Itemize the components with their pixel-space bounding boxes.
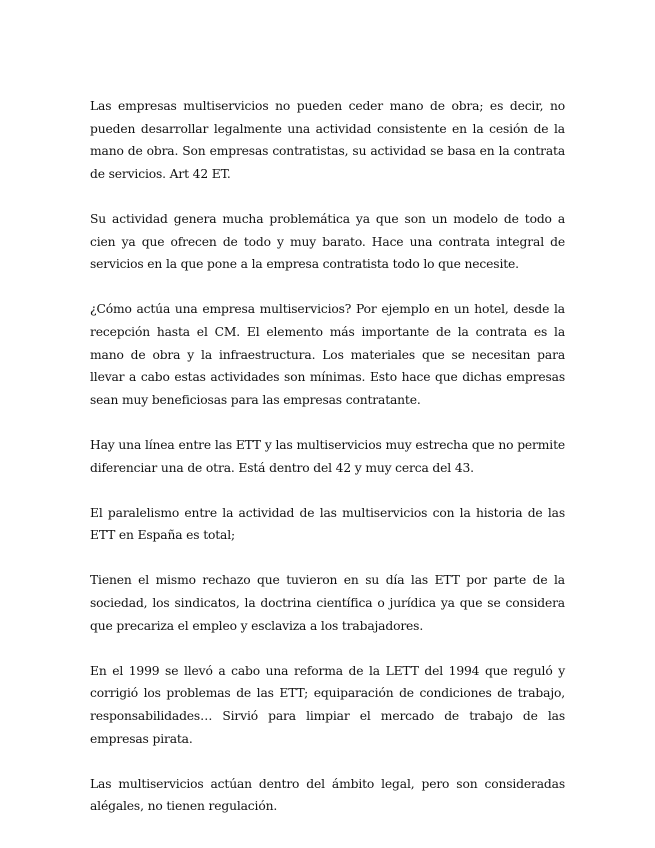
paragraph-problematica: Su actividad genera mucha problemática ya que son un modelo de todo a cien ya que ofrecen de todo y muy barato. Hace una contrata integral de servicios en la que pone a la empresa contratista todo lo que necesite. (90, 211, 565, 272)
document-body (90, 95, 565, 818)
paragraph-ambito-legal: Las multiservicios actúan dentro del ámbito legal, pero son consideradas alégales, no tienen regulación. (90, 776, 565, 814)
paragraph-rechazo: Tienen el mismo rechazo que tuvieron en su día las ETT por parte de la sociedad, los sindicatos, la doctrina científica o jurídica ya que se considera que precariza el empleo y esclaviza a los trabajadores. (90, 573, 565, 633)
paragraph-cesion-mano-obra: Las empresas multiservicios no pueden ceder mano de obra; es decir, no pueden desarrollar legalmente una actividad consistente en la cesión de la mano de obra. Son empresas contratistas, su actividad se basa en la contrata de servicios. Art 42 ET. (90, 99, 565, 181)
paragraph-linea-ett: Hay una línea entre las ETT y las multiservicios muy estrecha que no permite diferenciar una de otra. Está dentro del 42 y muy cerca del 43. (90, 437, 565, 475)
paragraph-reforma-1999: En el 1999 se llevó a cabo una reforma de la LETT del 1994 que reguló y corrigió los problemas de las ETT; equiparación de condiciones de trabajo, responsabilidades… Sirvió para limpiar el mercado de trabajo de las empresas pirata. (90, 663, 565, 746)
paragraph-paralelismo: El paralelismo entre la actividad de las multiservicios con la historia de las ETT en España es total; (90, 505, 565, 543)
paragraph-como-actua: ¿Cómo actúa una empresa multiservicios? Por ejemplo en un hotel, desde la recepción hasta el CM. El elemento más importante de la contrata es la mano de obra y la infraestructura. Los materiales que se necesitan para llevar a cabo estas actividades son mínimas. Esto hace que dichas empresas sean muy beneficiosas para las empresas contratante. (90, 302, 565, 407)
